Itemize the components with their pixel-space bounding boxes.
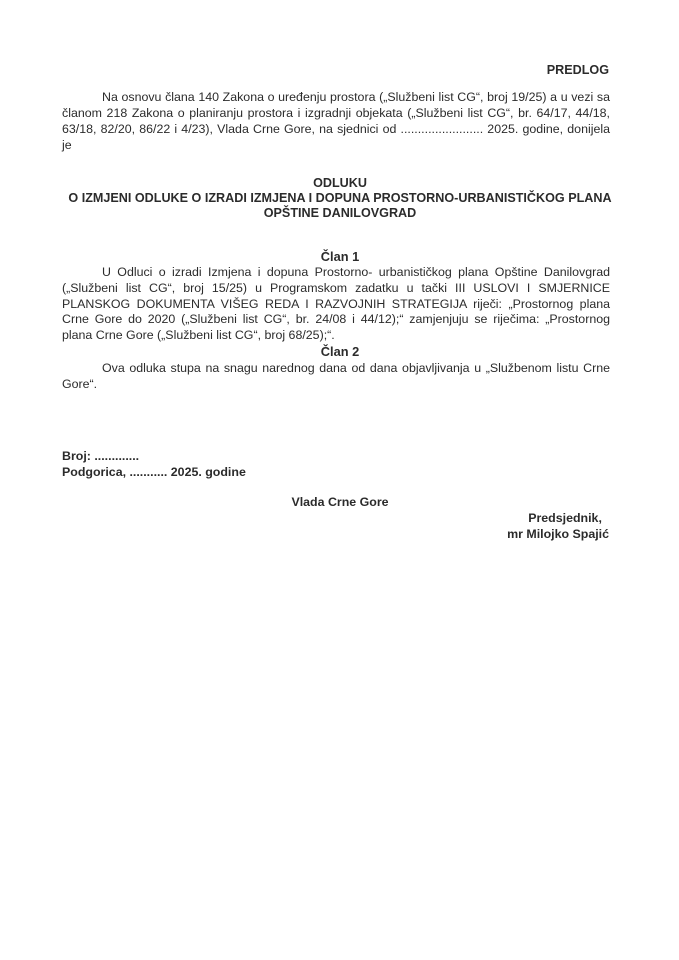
signatory-name: mr Milojko Spajić <box>507 527 609 541</box>
title-line-2: O IZMJENI ODLUKE O IZRADI IZMJENA I DOPUNA PROSTORNO-URBANISTIČKOG PLANA <box>68 191 612 205</box>
title-line-3: OPŠTINE DANILOVGRAD <box>263 206 417 220</box>
issuing-government: Vlada Crne Gore <box>291 495 389 509</box>
signatory-title: Predsjednik, <box>528 511 602 525</box>
status-label: PREDLOG <box>546 63 609 77</box>
article-1-body <box>62 265 610 344</box>
article-2-body <box>62 360 610 392</box>
signature-block <box>507 510 609 542</box>
article-2-heading: Član 2 <box>320 344 360 359</box>
document-number: Broj: ............. <box>62 449 140 463</box>
article-1-heading: Član 1 <box>320 249 360 264</box>
title-line-1: ODLUKU <box>313 176 367 190</box>
article-2-text: Ova odluka stupa na snagu narednog dana od dana objavljivanja u „Službenom listu Crne Gore“. <box>62 361 610 391</box>
preamble-paragraph <box>62 89 610 153</box>
document-title <box>40 176 640 221</box>
preamble-text: Na osnovu člana 140 Zakona o uređenju prostora („Službeni list CG“, broj 19/25) a u vezi sa članom 218 Zakona o planiranju prostora i izgradnji objekata („Službeni list CG“, br. 64/17, 44/18, 63/18, 82/20, 86/22 i 4/23), Vlada Crne Gore, na sjednici od ........................ 2025. godine, donijela je <box>62 90 610 152</box>
place-and-date: Podgorica, ........... 2025. godine <box>62 465 246 479</box>
article-1-text: U Odluci o izradi Izmjena i dopuna Prostorno- urbanističkog plana Opštine Danilovgrad („Službeni list CG“, broj 15/25) u Programskom zadatku u tački III USLOVI I SMJERNICE PLANSKOG DOKUMENTA VIŠEG REDA I RAZVOJNIH STRATEGIJA riječi: „Prostornog plana Crne Gore do 2020 („Službeni list CG“, br. 24/08 i 44/12);“ zamjenjuju se riječima: „Prostornog plana Crne Gore („Službeni list CG“, broj 68/25);“. <box>62 265 610 343</box>
